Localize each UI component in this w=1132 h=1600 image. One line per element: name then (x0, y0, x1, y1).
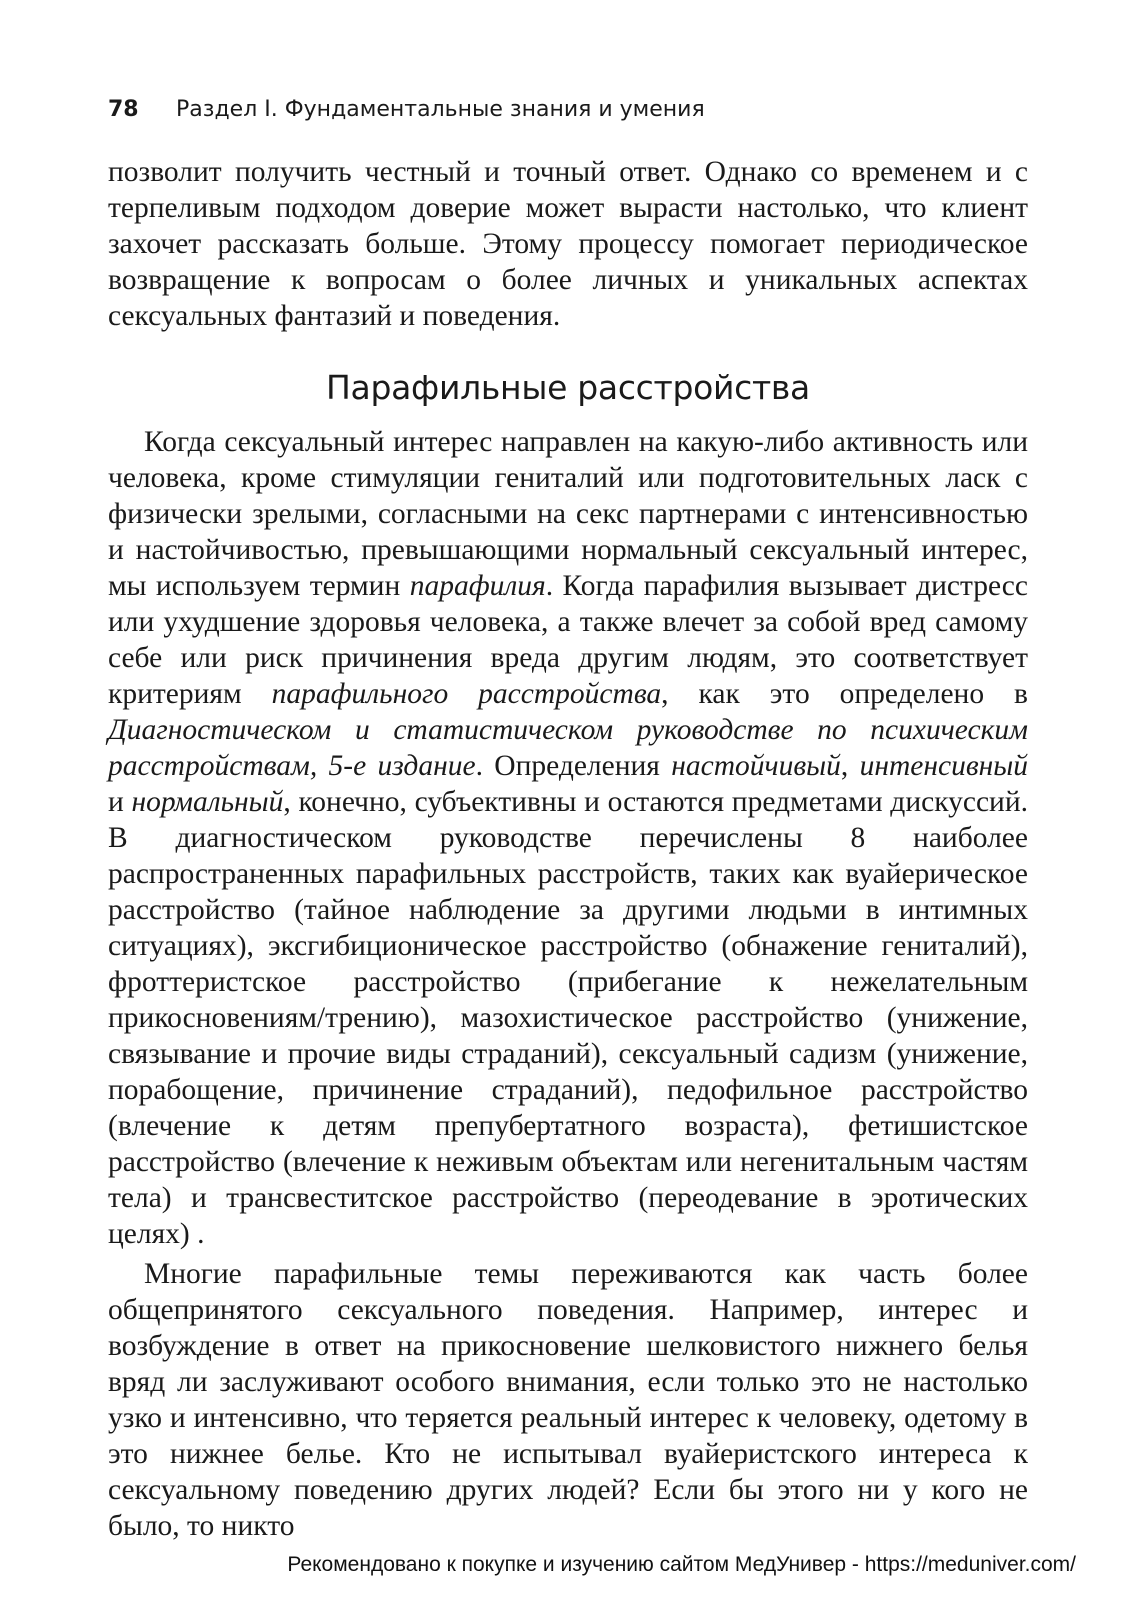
italic-term: нормальный (131, 786, 284, 818)
italic-title: Диагностическом и статистическом руководстве по психическим расстройствам, 5-е издание (108, 714, 1028, 782)
italic-term: настойчивый (671, 750, 841, 782)
text-span: , (840, 750, 860, 782)
text-span: . Определения (475, 750, 672, 782)
book-page (108, 96, 1028, 1544)
text-span: и (108, 786, 132, 818)
italic-term: интенсивный (859, 750, 1029, 782)
text-span: , как это определено в (661, 678, 1028, 710)
intro-paragraph: позволит получить честный и точный ответ. Однако со временем и с терпеливым подходом доверие может вырасти настолько, что клиент захочет рассказать больше. Этому процессу помогает периодическое возвращение к вопросам о более личных и уникальных аспектах сексуальных фантазий и поведения. (108, 156, 1028, 332)
section-heading: Парафильные расстройства (326, 368, 810, 407)
paragraph-paraphilia-definition (108, 424, 1028, 1252)
running-head (108, 96, 1028, 124)
page-number: 78 (108, 97, 139, 122)
section-title: Раздел I. Фундаментальные знания и умения (176, 97, 705, 122)
italic-term: парафилия (409, 570, 546, 602)
text-span: Когда сексуальный интерес направлен на какую-либо активность или человека, кроме стимуляции гениталий или подготовительных ласк с физически зрелыми, согласными на секс партнерами с интенсивностью и настойчивостью, превышающими нормальный сексуальный интерес, мы используем термин (108, 426, 1028, 602)
text-span: . Когда парафилия вызывает дистресс или ухудшение здоровья человека, а также влечет за собой вред самому себе или риск причинения вреда другим людям, это соответствует критериям (108, 570, 1028, 710)
paragraph-paraphilic-themes: Многие парафильные темы переживаются как часть более общепринятого сексуального поведения. Например, интерес и возбуждение в ответ на прикосновение шелковистого нижнего белья вряд ли заслуживают особого внимания, если только это не настолько узко и интенсивно, что теряется реальный интерес к человеку, одетому в это нижнее белье. Кто не испытывал вуайеристского интереса к сексуальному поведению других людей? Если бы этого ни у кого не было, то никто (108, 1258, 1028, 1542)
text-span: , конечно, субъективны и остаются предметами дискуссий. В диагностическом руководстве перечислены 8 наиболее распространенных парафильных расстройств, таких как вуайерическое расстройство (тайное наблюдение за другими людьми в интимных ситуациях), эксгибиционическое расстройство (обнажение гениталий), фроттеристское расстройство (прибегание к нежелательным прикосновениям/трению), мазохистическое расстройство (унижение, связывание и прочие виды страданий), сексуальный садизм (унижение, порабощение, причинение страданий), педофильное расстройство (влечение к детям препубертатного возраста), фетишистское расстройство (влечение к неживым объектам или негенитальным частям тела) и трансвеститское расстройство (переодевание в эротических целях) . (108, 786, 1028, 1250)
footer-watermark-link[interactable]: Рекомендовано к покупке и изучению сайтом МедУнивер - https://meduniver.com/ (287, 1553, 1076, 1576)
page-body (108, 154, 1028, 1544)
italic-term: парафильного расстройства (271, 678, 662, 710)
